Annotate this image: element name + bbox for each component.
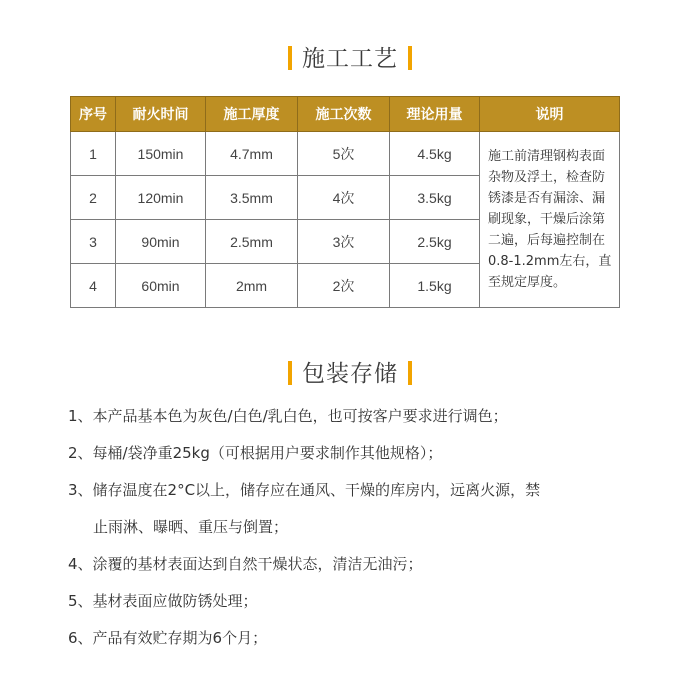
table-cell: 4 [71, 264, 116, 308]
list-item [68, 472, 638, 546]
list-item [68, 435, 638, 472]
table-cell: 3次 [298, 220, 390, 264]
list-item-text: 6、产品有效贮存期为6个月； [68, 629, 268, 647]
table-cell: 2次 [298, 264, 390, 308]
table-cell: 1.5kg [390, 264, 480, 308]
section-heading-construction [0, 40, 700, 73]
header-cell: 耐火时间 [116, 97, 206, 132]
table-cell: 120min [116, 176, 206, 220]
heading-accent-bar [288, 46, 292, 70]
list-item-text: 4、涂覆的基材表面达到自然干燥状态，清洁无油污； [68, 555, 423, 573]
header-cell: 理论用量 [390, 97, 480, 132]
header-cell: 说明 [480, 97, 620, 132]
table-cell: 4.5kg [390, 132, 480, 176]
table-cell: 90min [116, 220, 206, 264]
table-header-row [71, 97, 620, 132]
table-cell: 3.5kg [390, 176, 480, 220]
list-item [68, 398, 638, 435]
table-cell: 4.7mm [206, 132, 298, 176]
list-item-text: 5、基材表面应做防锈处理； [68, 592, 258, 610]
section-heading-storage [0, 355, 700, 388]
table-cell: 60min [116, 264, 206, 308]
header-cell: 序号 [71, 97, 116, 132]
header-cell: 施工厚度 [206, 97, 298, 132]
list-item-continuation: 止雨淋、曝晒、重压与倒置； [93, 518, 289, 536]
table-cell: 5次 [298, 132, 390, 176]
table-row [71, 132, 620, 176]
table-cell: 3 [71, 220, 116, 264]
heading-accent-bar [408, 46, 412, 70]
header-cell: 施工次数 [298, 97, 390, 132]
storage-list [68, 398, 638, 657]
table-cell: 2.5kg [390, 220, 480, 264]
list-item-text: 1、本产品基本色为灰色/白色/乳白色，也可按客户要求进行调色； [68, 407, 508, 425]
heading-accent-bar [408, 361, 412, 385]
table-cell: 2 [71, 176, 116, 220]
table-cell: 3.5mm [206, 176, 298, 220]
heading-accent-bar [288, 361, 292, 385]
table-cell: 150min [116, 132, 206, 176]
note-cell: 施工前清理钢构表面杂物及浮土，检查防锈漆是否有漏涂、漏刷现象，干燥后涂第二遍，后每遍控制在0.8-1.2mm左右，直至规定厚度。 [480, 132, 620, 308]
list-item [68, 620, 638, 657]
section-title: 包装存储 [302, 361, 398, 387]
list-item-text: 3、储存温度在2°C以上，储存应在通风、干燥的库房内，远离火源，禁 [68, 481, 541, 499]
list-item [68, 583, 638, 620]
table-cell: 2mm [206, 264, 298, 308]
table-cell: 2.5mm [206, 220, 298, 264]
list-item [68, 546, 638, 583]
table-cell: 4次 [298, 176, 390, 220]
table-cell: 1 [71, 132, 116, 176]
construction-table [70, 96, 620, 308]
section-title: 施工工艺 [302, 46, 398, 72]
list-item-text: 2、每桶/袋净重25kg（可根据用户要求制作其他规格）； [68, 444, 443, 462]
